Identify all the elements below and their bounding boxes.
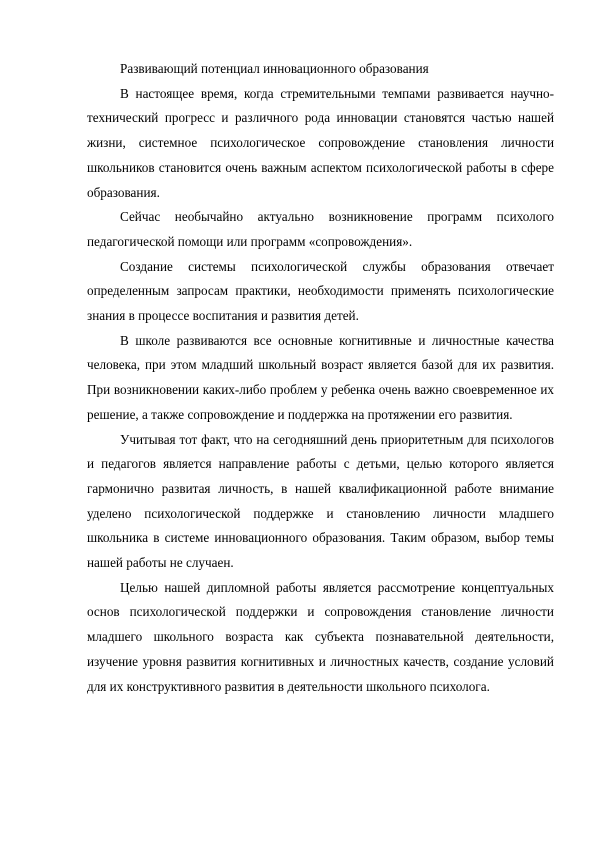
paragraph-school-development: В школе развиваются все основные когнитивные и личностные качества человека, при этом младший школьный возраст является базой для их развития. При возникновении каких-либо проблем у ребенка очень важно своевременное их решение, а также сопровождение и поддержка на протяжении его развития.	[87, 332, 554, 422]
paragraph-research-goal: Целью нашей дипломной работы является рассмотрение концептуальных основ психологической поддержки и сопровождения становление личности младшего школьного возраста как субъекта познавательной деятельности, изучение уровня развития когнитивных и личностных качеств, создание условий для их конструктивного развития в деятельности школьного психолога.	[87, 579, 554, 694]
paragraph-current-situation: В настоящее время, когда стремительными темпами развивается научно-технический прогресс и различного рода инновации становятся частью нашей жизни, системное психологическое сопровождение становления личности школьников становится очень важным аспектом психологической работы в сфере образования.	[87, 85, 554, 200]
paragraph-psych-service: Создание системы психологической службы образования отвечает определенным запросам практики, необходимости применять психологические знания в процессе воспитания и развития детей.	[87, 258, 554, 324]
document-title: Развивающий потенциал инновационного образования	[120, 61, 429, 76]
document-page	[87, 57, 554, 699]
paragraph-topic-relevance: Учитывая тот факт, что на сегодняшний день приоритетным для психологов и педагогов является направление работы с детьми, целью которого является гармонично развитая личность, в нашей квалификационной работе внимание уделено психологической поддержке и становлению личности младшего школьника в системе инновационного образования. Таким образом, выбор темы нашей работы не случаен.	[87, 431, 554, 571]
paragraph-programs: Сейчас необычайно актуально возникновение программ психолого педагогической помощи или программ «сопровождения».	[87, 209, 554, 249]
